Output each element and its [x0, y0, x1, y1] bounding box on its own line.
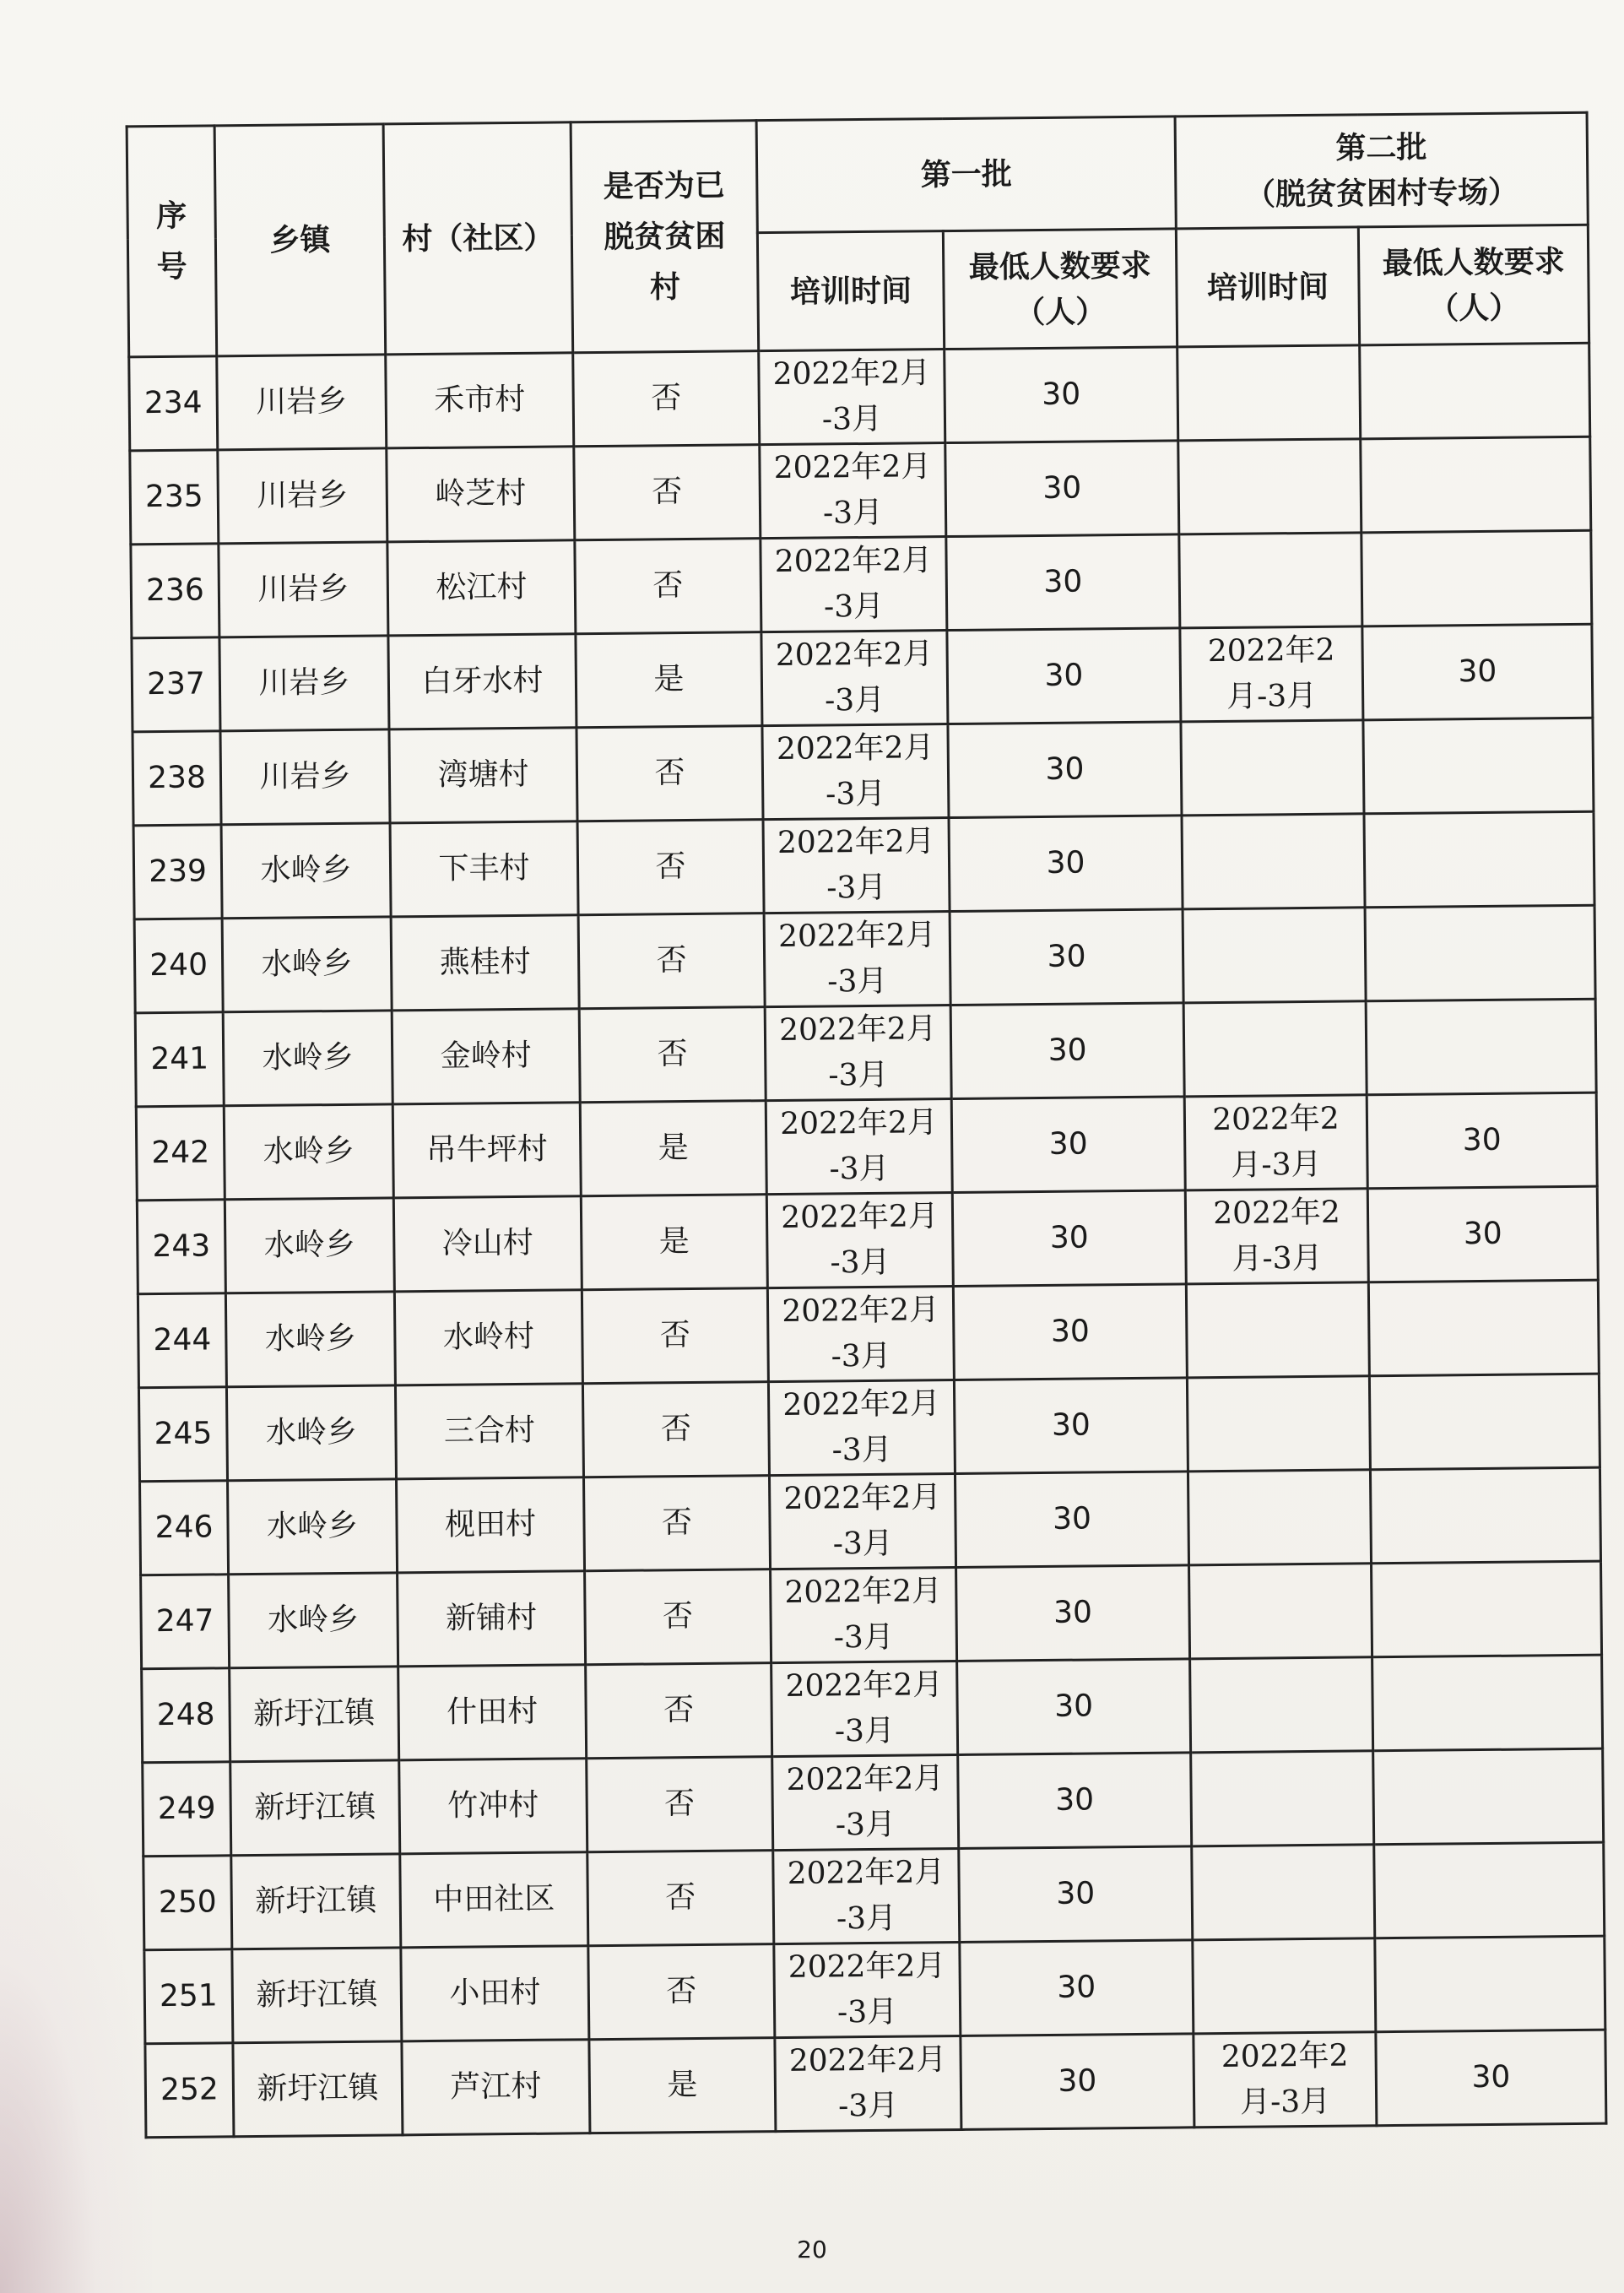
cell-batch2-min	[1360, 343, 1590, 439]
cell-batch2-time-line	[1185, 1048, 1365, 1049]
cell-batch2-time	[1191, 1751, 1374, 1846]
cell-batch1-time	[761, 537, 947, 632]
cell-batch2-time-line	[1184, 954, 1364, 956]
cell-batch2-time-line	[1192, 1704, 1372, 1705]
cell-poverty: 否	[577, 820, 764, 915]
cell-village: 什田村	[398, 1665, 587, 1760]
cell-batch1-min: 30	[945, 347, 1178, 443]
cell-town: 新圩江镇	[230, 1667, 399, 1762]
cell-batch1-time-line: 2022年2月	[781, 1199, 939, 1235]
cell-batch2-min	[1375, 1936, 1605, 2032]
cell-poverty: 否	[588, 1944, 775, 2040]
cell-town: 水岭乡	[225, 1292, 395, 1387]
cell-village: 冷山村	[393, 1196, 582, 1292]
cell-batch1-time-line: -3月	[832, 1526, 893, 1562]
cell-batch1-time-line: 2022年2月	[774, 543, 933, 580]
table-row	[140, 1467, 1601, 1575]
cell-batch2-time-line	[1183, 767, 1362, 768]
cell-batch2-min	[1368, 1280, 1599, 1376]
cell-poverty: 否	[582, 1288, 768, 1384]
cell-poverty: 否	[577, 726, 763, 821]
cell-batch1-min: 30	[948, 722, 1182, 818]
cell-village: 燕桂村	[391, 915, 579, 1011]
cell-batch1-time-line: -3月	[837, 2088, 899, 2124]
cell-batch1-min: 30	[954, 1378, 1188, 1474]
cell-town: 新圩江镇	[231, 1854, 401, 1949]
cell-batch2-time-line	[1194, 1985, 1374, 1987]
table-row	[132, 624, 1593, 732]
cell-batch1-min: 30	[946, 534, 1180, 631]
cell-batch2-time	[1185, 1189, 1368, 1284]
cell-batch1-time-line: 2022年2月	[775, 637, 934, 674]
cell-batch2-time	[1194, 2032, 1377, 2128]
cell-town: 川岩乡	[218, 448, 387, 544]
header-village: 村（社区）	[383, 122, 573, 355]
cell-batch1-time	[765, 1006, 951, 1101]
cell-batch1-time-line: 2022年2月	[784, 1574, 943, 1610]
cell-batch2-time-line	[1188, 1329, 1367, 1331]
table-row	[138, 1374, 1600, 1482]
cell-town: 川岩乡	[217, 355, 387, 450]
cell-batch2-time-line	[1188, 1423, 1368, 1424]
cell-town: 水岭乡	[226, 1385, 396, 1481]
cell-seq: 249	[143, 1762, 231, 1857]
cell-batch2-min: 30	[1362, 624, 1593, 720]
cell-batch1-min: 30	[945, 441, 1179, 537]
header-batch2-time: 培训时间	[1176, 227, 1359, 347]
cell-batch1-min: 30	[959, 1846, 1193, 1943]
cell-batch2-time-line	[1188, 1423, 1368, 1424]
cell-batch1-time	[763, 818, 950, 913]
cell-seq: 246	[140, 1481, 229, 1575]
cell-batch2-min	[1364, 811, 1594, 908]
cell-poverty: 否	[582, 1382, 769, 1477]
cell-batch1-time-line: -3月	[829, 1151, 890, 1187]
cell-batch2-time	[1177, 345, 1361, 441]
cell-batch2-time	[1190, 1657, 1373, 1753]
cell-batch1-time-line: -3月	[827, 963, 888, 1000]
cell-batch2-time-line	[1192, 1704, 1372, 1705]
cell-batch2-time-line	[1180, 485, 1360, 487]
cell-batch2-time-line	[1183, 860, 1363, 862]
cell-batch2-time-line: 2022年2	[1212, 1101, 1340, 1138]
cell-batch1-min: 30	[961, 2034, 1194, 2130]
cell-poverty: 否	[585, 1569, 771, 1665]
cell-batch1-time	[773, 1848, 960, 1943]
cell-batch2-time-line: 月-3月	[1232, 1240, 1323, 1277]
cell-batch1-time	[762, 724, 949, 820]
cell-seq: 250	[143, 1856, 232, 1950]
cell-batch2-time	[1181, 720, 1364, 816]
cell-batch2-time-line	[1190, 1516, 1370, 1518]
table-header	[127, 112, 1589, 357]
cell-batch1-time-line: -3月	[831, 1338, 891, 1374]
table-row	[136, 1092, 1597, 1201]
cell-batch2-time	[1189, 1564, 1372, 1659]
cell-poverty: 否	[579, 1007, 766, 1103]
cell-batch2-time-line	[1180, 485, 1360, 487]
cell-batch2-time	[1188, 1470, 1371, 1565]
cell-village: 三合村	[395, 1384, 583, 1479]
cell-batch2-time-line	[1194, 1891, 1373, 1893]
cell-batch1-time	[766, 1099, 952, 1195]
cell-batch2-time-line	[1191, 1610, 1371, 1612]
table-row	[138, 1280, 1599, 1388]
cell-batch1-time-line: 2022年2月	[787, 1855, 945, 1891]
table-body	[129, 343, 1606, 2138]
cell-batch1-time-line: 2022年2月	[782, 1386, 941, 1423]
cell-batch1-time-line: 2022年2月	[788, 2042, 947, 2079]
cell-batch1-time-line: 2022年2月	[772, 355, 931, 393]
cell-batch1-min: 30	[950, 909, 1183, 1006]
cell-batch1-time	[767, 1287, 954, 1382]
cell-batch1-time	[769, 1474, 955, 1569]
cell-batch1-time-line: 2022年2月	[778, 1011, 937, 1048]
cell-batch1-time-line: -3月	[833, 1619, 895, 1656]
cell-village: 中田社区	[400, 1852, 588, 1948]
cell-village: 禾市村	[386, 353, 574, 448]
table-row	[134, 905, 1595, 1013]
cell-batch2-min	[1373, 1748, 1604, 1845]
cell-batch2-time-line: 2022年2	[1221, 2038, 1349, 2075]
cell-batch1-min: 30	[958, 1753, 1192, 1849]
cell-village: 吊牛坪村	[392, 1103, 581, 1198]
cell-seq: 235	[130, 450, 219, 545]
cell-batch1-time-line: 2022年2月	[773, 449, 932, 486]
cell-seq: 239	[133, 825, 222, 919]
table-row	[135, 999, 1596, 1107]
cell-batch1-time-line: -3月	[825, 776, 886, 812]
cell-seq: 245	[138, 1387, 227, 1482]
cell-village: 竹冲村	[399, 1759, 587, 1854]
header-batch1-min: 最低人数要求 （人）	[943, 229, 1177, 350]
cell-batch1-time-line: 2022年2月	[777, 918, 936, 954]
cell-batch2-time-line: 2022年2	[1213, 1195, 1340, 1232]
cell-batch1-min: 30	[960, 1940, 1194, 2036]
cell-batch2-time-line	[1183, 767, 1362, 768]
cell-batch1-time	[766, 1193, 953, 1288]
cell-batch2-time	[1183, 1001, 1367, 1097]
cell-batch2-time-line	[1194, 1985, 1374, 1987]
cell-batch2-time-line	[1181, 579, 1361, 581]
cell-seq: 248	[142, 1668, 230, 1763]
cell-poverty: 是	[580, 1101, 766, 1196]
cell-town: 水岭乡	[223, 1011, 392, 1106]
cell-batch1-time	[764, 912, 950, 1007]
cell-batch2-time-line	[1193, 1797, 1372, 1799]
cell-batch1-time-line: 2022年2月	[780, 1105, 938, 1141]
cell-poverty: 是	[581, 1195, 767, 1290]
cell-town: 新圩江镇	[230, 1760, 400, 1856]
cell-batch2-time-line	[1185, 1048, 1365, 1049]
cell-batch1-time-line: -3月	[822, 495, 884, 531]
training-schedule-table	[126, 111, 1608, 2139]
cell-batch2-time-line: 月-3月	[1226, 678, 1318, 714]
cell-poverty: 否	[583, 1476, 770, 1571]
cell-batch2-time	[1182, 814, 1365, 909]
cell-town: 新圩江镇	[232, 1948, 402, 2043]
table-row	[133, 811, 1594, 919]
cell-batch1-time-line: -3月	[823, 588, 885, 625]
cell-town: 川岩乡	[219, 542, 388, 637]
cell-batch1-time	[768, 1380, 955, 1476]
cell-town: 水岭乡	[224, 1104, 393, 1200]
cell-batch1-time	[771, 1568, 957, 1663]
cell-poverty: 否	[574, 445, 761, 540]
cell-seq: 252	[145, 2043, 234, 2138]
table-row	[144, 1936, 1605, 2044]
cell-seq: 244	[138, 1293, 226, 1388]
cell-poverty: 否	[587, 1757, 773, 1852]
cell-village: 芦江村	[402, 2040, 590, 2135]
header-batch1: 第一批	[756, 117, 1176, 233]
table-row	[145, 2030, 1606, 2138]
cell-batch2-min	[1365, 905, 1595, 1001]
cell-batch1-time	[771, 1661, 958, 1757]
cell-batch1-min: 30	[947, 628, 1181, 724]
cell-town: 水岭乡	[229, 1573, 398, 1668]
cell-town: 水岭乡	[222, 917, 392, 1012]
cell-batch1-time-line: -3月	[830, 1244, 890, 1281]
cell-batch2-min	[1361, 436, 1591, 533]
cell-village: 水岭村	[394, 1290, 582, 1385]
table-row	[133, 718, 1594, 826]
cell-batch1-min: 30	[957, 1659, 1191, 1755]
cell-seq: 238	[133, 731, 221, 826]
cell-poverty: 否	[587, 1851, 774, 1946]
table-row	[143, 1748, 1604, 1857]
cell-batch2-time-line	[1194, 1891, 1373, 1893]
cell-batch1-time-line: -3月	[828, 1057, 889, 1093]
cell-batch1-min: 30	[955, 1472, 1188, 1568]
cell-batch1-time	[774, 1942, 961, 2037]
cell-batch1-time	[759, 350, 945, 445]
cell-batch2-time-line	[1184, 954, 1364, 956]
cell-batch2-min	[1369, 1374, 1600, 1470]
page-shadow	[0, 1773, 152, 2293]
cell-batch1-time-line: 2022年2月	[776, 730, 934, 767]
cell-batch1-time	[772, 1754, 959, 1850]
cell-seq: 237	[132, 637, 220, 732]
cell-town: 水岭乡	[225, 1198, 394, 1293]
cell-poverty: 是	[576, 632, 762, 728]
cell-batch2-time-line	[1188, 1329, 1367, 1331]
cell-batch1-time-line: -3月	[831, 1432, 892, 1468]
cell-batch1-time-line: -3月	[834, 1713, 896, 1749]
cell-batch1-time-line: 2022年2月	[785, 1667, 944, 1704]
cell-batch1-min: 30	[953, 1284, 1187, 1380]
cell-batch2-min	[1370, 1467, 1600, 1564]
cell-batch2-time	[1187, 1376, 1370, 1472]
cell-batch1-min: 30	[956, 1565, 1190, 1661]
cell-village: 湾塘村	[389, 728, 577, 823]
cell-batch2-min: 30	[1367, 1092, 1597, 1189]
cell-batch1-min: 30	[950, 1003, 1184, 1099]
cell-batch2-time	[1192, 1845, 1375, 1940]
cell-batch1-min: 30	[952, 1190, 1186, 1287]
cell-batch1-time-line: 2022年2月	[786, 1761, 945, 1797]
table-row	[143, 1842, 1605, 1950]
cell-poverty: 否	[578, 913, 765, 1009]
cell-village: 小田村	[401, 1946, 589, 2041]
cell-village: 岭芝村	[387, 447, 575, 542]
cell-batch1-min: 30	[951, 1097, 1185, 1193]
cell-seq: 236	[131, 544, 219, 638]
cell-batch2-time	[1179, 533, 1362, 628]
cell-batch1-time	[760, 443, 946, 539]
cell-batch2-min: 30	[1367, 1186, 1598, 1282]
cell-town: 川岩乡	[220, 729, 390, 825]
cell-village: 枧田村	[396, 1477, 584, 1573]
table-row	[130, 436, 1591, 545]
cell-batch2-min	[1372, 1561, 1602, 1657]
cell-seq: 243	[137, 1200, 225, 1294]
header-town: 乡镇	[214, 124, 386, 356]
table-row	[142, 1655, 1603, 1763]
cell-batch1-time-line: 2022年2月	[788, 1949, 946, 1985]
page-number: 20	[797, 2236, 827, 2263]
cell-batch2-time-line	[1181, 579, 1361, 581]
cell-batch2-time-line	[1193, 1797, 1372, 1799]
cell-batch2-time-line: 月-3月	[1239, 2084, 1331, 2120]
cell-batch2-time-line	[1179, 392, 1359, 393]
cell-batch1-time-line: -3月	[835, 1807, 896, 1843]
cell-seq: 251	[144, 1949, 233, 2044]
cell-batch2-min	[1363, 718, 1594, 814]
table-row	[137, 1186, 1598, 1294]
cell-batch1-time-line: -3月	[821, 401, 883, 437]
cell-batch2-min	[1366, 999, 1596, 1095]
cell-batch1-time-line: 2022年2月	[777, 824, 935, 860]
cell-batch2-time	[1180, 626, 1363, 722]
cell-poverty: 否	[586, 1663, 772, 1759]
cell-village: 金岭村	[392, 1009, 580, 1104]
cell-batch2-time-line: 月-3月	[1231, 1146, 1322, 1183]
cell-batch2-time	[1183, 908, 1366, 1003]
cell-seq: 242	[136, 1106, 225, 1201]
cell-batch2-min: 30	[1376, 2030, 1606, 2126]
cell-batch2-min	[1372, 1655, 1603, 1751]
table-row	[131, 530, 1592, 638]
cell-batch2-time	[1193, 1938, 1376, 2034]
cell-batch2-time	[1178, 439, 1361, 534]
header-batch1-time: 培训时间	[757, 231, 944, 351]
cell-batch1-time-line: 2022年2月	[783, 1480, 942, 1516]
cell-batch2-min	[1361, 530, 1592, 626]
cell-batch1-time	[761, 631, 948, 726]
cell-batch1-min: 30	[949, 816, 1183, 912]
header-seq: 序号	[127, 126, 217, 357]
cell-batch1-time-line: 2022年2月	[782, 1293, 940, 1329]
cell-batch2-time-line	[1191, 1610, 1371, 1612]
cell-batch1-time	[775, 2036, 961, 2131]
cell-village: 新铺村	[398, 1571, 586, 1667]
cell-poverty: 否	[575, 539, 761, 634]
cell-batch1-time-line: -3月	[836, 1900, 897, 1937]
table-row	[141, 1561, 1602, 1669]
cell-village: 松江村	[387, 540, 576, 636]
table-row	[129, 343, 1590, 451]
cell-town: 川岩乡	[219, 636, 389, 731]
cell-batch2-time	[1186, 1282, 1369, 1378]
cell-batch1-time-line: -3月	[836, 1994, 898, 2030]
cell-town: 水岭乡	[221, 823, 391, 919]
cell-town: 新圩江镇	[233, 2041, 403, 2137]
cell-batch2-min	[1374, 1842, 1605, 1938]
cell-poverty: 是	[589, 2038, 776, 2133]
cell-batch2-time-line: 2022年2	[1207, 632, 1335, 669]
cell-batch2-time-line	[1190, 1516, 1370, 1518]
header-batch2-min: 最低人数要求 （人）	[1358, 225, 1589, 345]
cell-batch2-time-line	[1179, 392, 1359, 393]
cell-poverty: 否	[573, 351, 760, 447]
cell-batch1-time-line: -3月	[824, 682, 885, 718]
cell-seq: 240	[134, 919, 223, 1013]
cell-seq: 234	[129, 356, 218, 451]
header-poverty: 是否为已脱贫贫困村	[571, 121, 759, 353]
cell-batch2-time	[1184, 1095, 1367, 1190]
cell-seq: 247	[141, 1575, 230, 1669]
cell-village: 白牙水村	[388, 634, 577, 729]
cell-batch1-time-line: -3月	[826, 870, 887, 906]
cell-village: 下丰村	[390, 821, 578, 917]
cell-batch2-time-line	[1183, 860, 1363, 862]
cell-seq: 241	[135, 1012, 224, 1107]
cell-town: 水岭乡	[228, 1479, 398, 1575]
header-batch2: 第二批 （脱贫贫困村专场）	[1175, 112, 1588, 229]
